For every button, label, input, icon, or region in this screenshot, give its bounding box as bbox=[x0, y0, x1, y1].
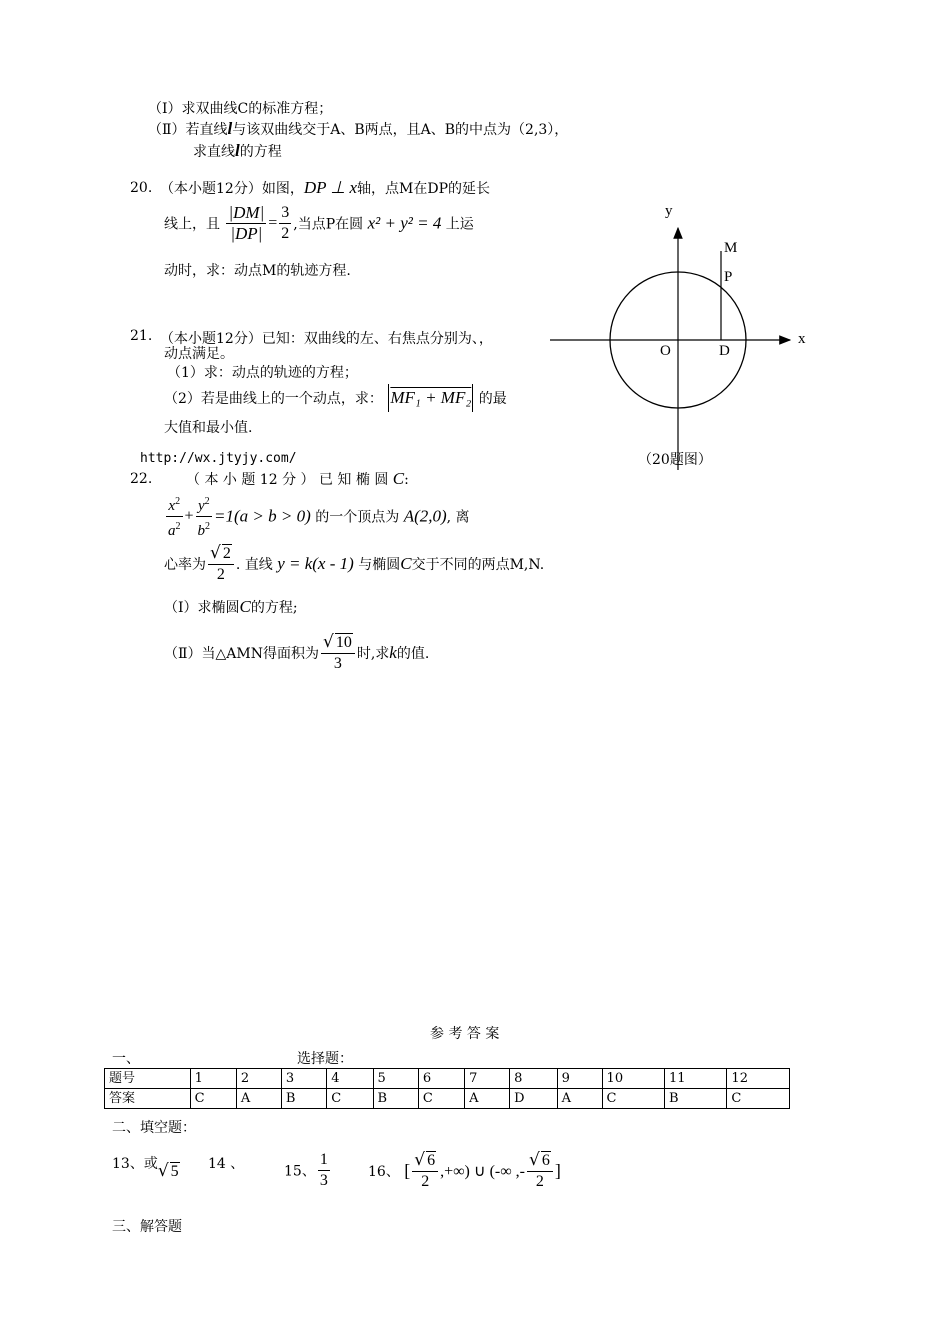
label-m: M bbox=[724, 240, 738, 256]
figure-caption: （20题图） bbox=[638, 452, 712, 468]
f13-radicand: 5 bbox=[170, 1163, 179, 1180]
q22-head bbox=[186, 469, 409, 489]
fill-16 bbox=[368, 1150, 561, 1192]
plus: + bbox=[184, 507, 194, 525]
q20-line1 bbox=[160, 178, 490, 198]
q22-colon: : bbox=[404, 472, 409, 488]
q22-part2-b: 时,求 bbox=[356, 646, 390, 662]
area-den: 3 bbox=[333, 655, 342, 672]
table-cell-header: 10 bbox=[602, 1069, 664, 1089]
table-cell-answer: B bbox=[664, 1089, 726, 1109]
k-var: k bbox=[389, 643, 397, 662]
y2-b2-fraction bbox=[196, 492, 213, 541]
area-fraction bbox=[321, 632, 355, 674]
f16-den1: 2 bbox=[421, 1173, 430, 1190]
abs-bar-right bbox=[472, 384, 473, 412]
table-cell-answer: D bbox=[510, 1089, 558, 1109]
area-num: √ 10 bbox=[321, 632, 355, 654]
q20-text3: ,当点P在圆 bbox=[293, 216, 364, 233]
table-cell-header: 题号 bbox=[105, 1069, 191, 1089]
area-radicand: 10 bbox=[335, 634, 352, 651]
ratio-den: 2 bbox=[281, 225, 290, 242]
q20-expr: DP ⊥ x bbox=[303, 178, 358, 197]
x2-num: $x^2$ bbox=[166, 492, 183, 517]
dm-dp-fraction bbox=[226, 203, 266, 244]
table-cell-answer: C bbox=[418, 1089, 464, 1109]
q20-number: 20. bbox=[130, 180, 153, 196]
f13-label: 13、或 bbox=[112, 1156, 158, 1172]
f15-num: 1 bbox=[318, 1150, 330, 1171]
q19-part2 bbox=[148, 119, 568, 139]
eccentricity bbox=[208, 543, 234, 585]
answer-table bbox=[104, 1068, 790, 1109]
table-cell-answer: B bbox=[281, 1089, 326, 1109]
q20-head: （本小题12分）如图， bbox=[160, 181, 304, 197]
table-row-answers bbox=[105, 1089, 790, 1109]
f16-close: ] bbox=[554, 1160, 561, 1181]
q22-text4: . 直线 bbox=[235, 557, 273, 573]
q20-line3: 动时，求：动点M的轨迹方程. bbox=[164, 263, 351, 279]
a2-den: $a^2$ bbox=[168, 521, 181, 539]
q22-number: 22. bbox=[130, 471, 153, 487]
c-var-3: C bbox=[239, 597, 251, 616]
line-var: l bbox=[227, 119, 233, 138]
q22-part1-a: （Ⅰ）求椭圆 bbox=[164, 600, 240, 616]
ratio-num: 3 bbox=[279, 203, 291, 224]
q22-line3 bbox=[164, 543, 544, 585]
f15-fraction bbox=[318, 1150, 330, 1191]
circle-eq: x² + y² = 4 bbox=[367, 213, 442, 233]
f16-den2: 2 bbox=[535, 1173, 544, 1190]
q22-part2-c: 的值. bbox=[396, 646, 430, 662]
section1-num: 一、 bbox=[112, 1051, 140, 1067]
table-cell-header: 1 bbox=[190, 1069, 236, 1089]
frac-den: |DP| bbox=[230, 224, 263, 243]
ecc-den: 2 bbox=[216, 566, 225, 583]
equals: = bbox=[268, 214, 278, 232]
table-cell-answer: A bbox=[236, 1089, 281, 1109]
f16-radicand1: 6 bbox=[427, 1152, 436, 1169]
label-d: D bbox=[719, 343, 730, 359]
fill-14: 14 、 bbox=[208, 1156, 245, 1172]
vector-sum: MF₁ + MF₂ bbox=[390, 388, 472, 407]
q20-text2: 线上，且 bbox=[164, 216, 220, 233]
label-x: x bbox=[798, 331, 806, 347]
q19-part2-line2 bbox=[193, 141, 282, 161]
q20-line2 bbox=[164, 203, 474, 244]
q22-text5: 与椭圆 bbox=[358, 557, 401, 573]
table-cell-answer: C bbox=[327, 1089, 373, 1109]
q22-part2 bbox=[164, 632, 429, 674]
label-o: O bbox=[660, 343, 671, 359]
table-cell-answer: B bbox=[373, 1089, 418, 1109]
q22-text6: 交于不同的两点M,N. bbox=[411, 557, 545, 573]
section1-label: 选择题： bbox=[297, 1051, 353, 1067]
f16-frac1 bbox=[412, 1150, 438, 1192]
fill-15 bbox=[284, 1150, 332, 1191]
q21-line1: （本小题12分）已知：双曲线的左、右焦点分别为、， bbox=[160, 331, 493, 347]
f16-mid: ,+∞) ∪ (-∞ ,- bbox=[440, 1163, 525, 1180]
q21-number: 21. bbox=[130, 328, 153, 344]
answers-title: 参 考 答 案 bbox=[430, 1026, 500, 1042]
y2-num: $y^2$ bbox=[196, 492, 213, 517]
f15-label: 15、 bbox=[284, 1163, 316, 1180]
table-cell-answer: C bbox=[190, 1089, 236, 1109]
q20-text4: 上运 bbox=[445, 216, 474, 233]
ecc-num: √ 2 bbox=[208, 543, 234, 565]
f13-sqrt: √ 5 bbox=[157, 1161, 179, 1181]
f16-radicand2: 6 bbox=[541, 1152, 550, 1169]
b2-den: $b^2$ bbox=[197, 521, 211, 539]
table-cell-answer: C bbox=[727, 1089, 790, 1109]
q19-part1: （Ⅰ）求双曲线C的标准方程； bbox=[148, 101, 333, 117]
table-cell-header: 2 bbox=[236, 1069, 281, 1089]
q21-line4-b: 的最 bbox=[478, 391, 507, 407]
line-var-2: l bbox=[235, 141, 240, 160]
table-cell-answer: A bbox=[557, 1089, 602, 1109]
line-eq: y = k(x - 1) bbox=[277, 554, 354, 573]
q21-line2: 动点满足。 bbox=[164, 346, 234, 362]
table-cell-header: 11 bbox=[664, 1069, 726, 1089]
table-cell-answer: 答案 bbox=[105, 1089, 191, 1109]
q19-part2-text: （Ⅱ）若直线 bbox=[148, 122, 228, 138]
c-var: C bbox=[392, 469, 405, 488]
point-a: A(2,0) bbox=[403, 506, 447, 526]
q22-part2-a: （Ⅱ）当△AMN得面积为 bbox=[164, 646, 319, 662]
label-p: P bbox=[724, 269, 733, 285]
c-var-2: C bbox=[400, 554, 412, 573]
f15-den: 3 bbox=[319, 1172, 328, 1189]
q20-figure bbox=[540, 190, 820, 470]
q21-line5: 大值和最小值. bbox=[164, 420, 253, 436]
q22-line2 bbox=[164, 492, 470, 541]
f16-num2: √ 6 bbox=[527, 1150, 553, 1172]
q21-line3: （1）求：动点的轨迹的方程； bbox=[167, 365, 358, 381]
ratio-fraction bbox=[279, 203, 291, 244]
q22-text1: 的一个顶点为 bbox=[315, 509, 400, 526]
f16-open: [ bbox=[404, 1160, 411, 1181]
table-cell-header: 3 bbox=[281, 1069, 326, 1089]
table-cell-header: 7 bbox=[465, 1069, 510, 1089]
q21-line4 bbox=[164, 384, 507, 412]
ellipse-eq-tail: =1(a > b > 0) bbox=[214, 506, 311, 526]
q19-part2-c: 求直线 bbox=[193, 144, 235, 160]
table-cell-header: 8 bbox=[510, 1069, 558, 1089]
source-url: http://wx.jtyjy.com/ bbox=[140, 451, 297, 466]
q22-head-text: （ 本 小 题 12 分 ） 已 知 椭 圆 bbox=[186, 472, 389, 488]
fill-13 bbox=[112, 1153, 180, 1181]
table-cell-header: 4 bbox=[327, 1069, 373, 1089]
ecc-radicand: 2 bbox=[222, 545, 231, 562]
q22-part1-b: 的方程; bbox=[250, 600, 298, 616]
q22-text2: , 离 bbox=[446, 509, 470, 526]
f16-num1: √ 6 bbox=[412, 1150, 438, 1172]
q20-text1: 轴，点M在DP的延长 bbox=[357, 181, 491, 197]
frac-num: |DM| bbox=[228, 203, 265, 222]
q19-part2-text-b: 与该双曲线交于A、B两点，且A、B的中点为（2,3）， bbox=[232, 122, 569, 138]
section3-label: 三、解答题 bbox=[112, 1219, 182, 1235]
f16-label: 16、 bbox=[368, 1164, 400, 1180]
label-y: y bbox=[665, 203, 673, 219]
table-cell-header: 9 bbox=[557, 1069, 602, 1089]
q22-part1 bbox=[164, 597, 298, 617]
f16-frac2 bbox=[527, 1150, 553, 1192]
q21-line4-a: （2）若是曲线上的一个动点，求： bbox=[164, 391, 383, 407]
section2-label: 二、填空题： bbox=[112, 1120, 196, 1136]
q19-part2-d: 的方程 bbox=[239, 144, 282, 160]
table-cell-header: 6 bbox=[418, 1069, 464, 1089]
x2-a2-fraction bbox=[166, 492, 183, 541]
table-cell-header: 5 bbox=[373, 1069, 418, 1089]
table-cell-answer: C bbox=[602, 1089, 664, 1109]
q22-text3: 心率为 bbox=[164, 557, 206, 573]
table-cell-header: 12 bbox=[727, 1069, 790, 1089]
table-cell-answer: A bbox=[465, 1089, 510, 1109]
table-row-header bbox=[105, 1069, 790, 1089]
